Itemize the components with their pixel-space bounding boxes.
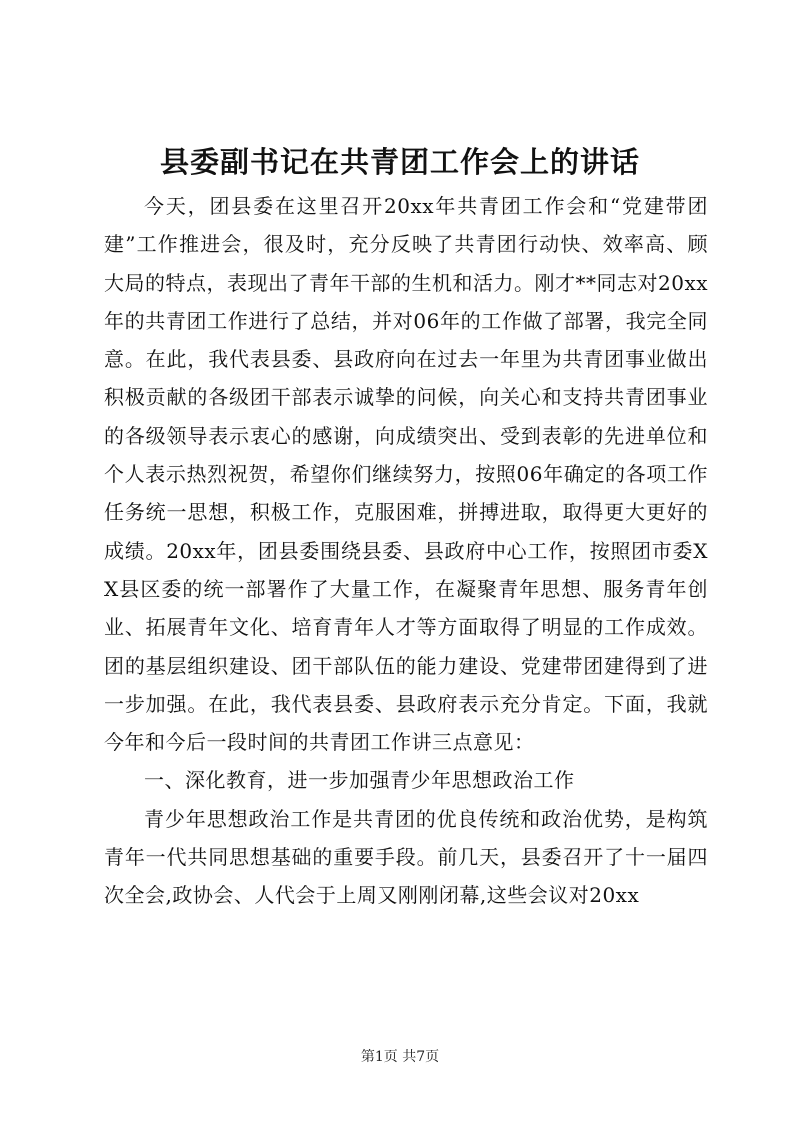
section-heading-1: 一、深化教育，进一步加强青少年思想政治工作 [144,768,575,793]
document-title: 县委副书记在共青团工作会上的讲话 [159,145,640,179]
paragraph-intro: 今天，团县委在这里召开20xx年共青团工作会和“党建带团建”工作推进会，很及时，充分反映了共青团行动快、效率高、顾大局的特点，表现出了青年干部的生机和活力。刚才**同志对20xx年的共青团工作进行了总结，并对06年的工作做了部署，我完全同意。在此，我代表县委、县政府向在过去一年里为共青团事业做出积极贡献的各级团干部表示诚挚的问候，向关心和支持共青团事业的各级领导表示衷心的感谢，向成绩突出、受到表彰的先进单位和个人表示热烈祝贺，希望你们继续努力，按照06年确定的各项工作任务统一思想，积极工作，克服困难，拼搏进取，取得更大更好的成绩。20xx年，团县委围绕县委、县政府中心工作，按照团市委XX县区委的统一部署作了大量工作，在凝聚青年思想、服务青年创业、拓展青年文化、培育青年人才等方面取得了明显的工作成效。团的基层组织建设、团干部队伍的能力建设、党建带团建得到了进一步加强。在此，我代表县委、县政府表示充分肯定。下面，我就今年和今后一段时间的共青团工作讲三点意见： [104,194,709,755]
page-indicator: 第1页 共7页 [360,1049,440,1065]
document-body [104,187,708,915]
paragraph-section-1: 青少年思想政治工作是共青团的优良传统和政治优势，是构筑青年一代共同思想基础的重要手段。前几天，县委召开了十一届四次全会,政协会、人代会于上周又刚刚闭幕,这些会议对20xx [104,806,708,908]
page-footer [0,1047,800,1067]
